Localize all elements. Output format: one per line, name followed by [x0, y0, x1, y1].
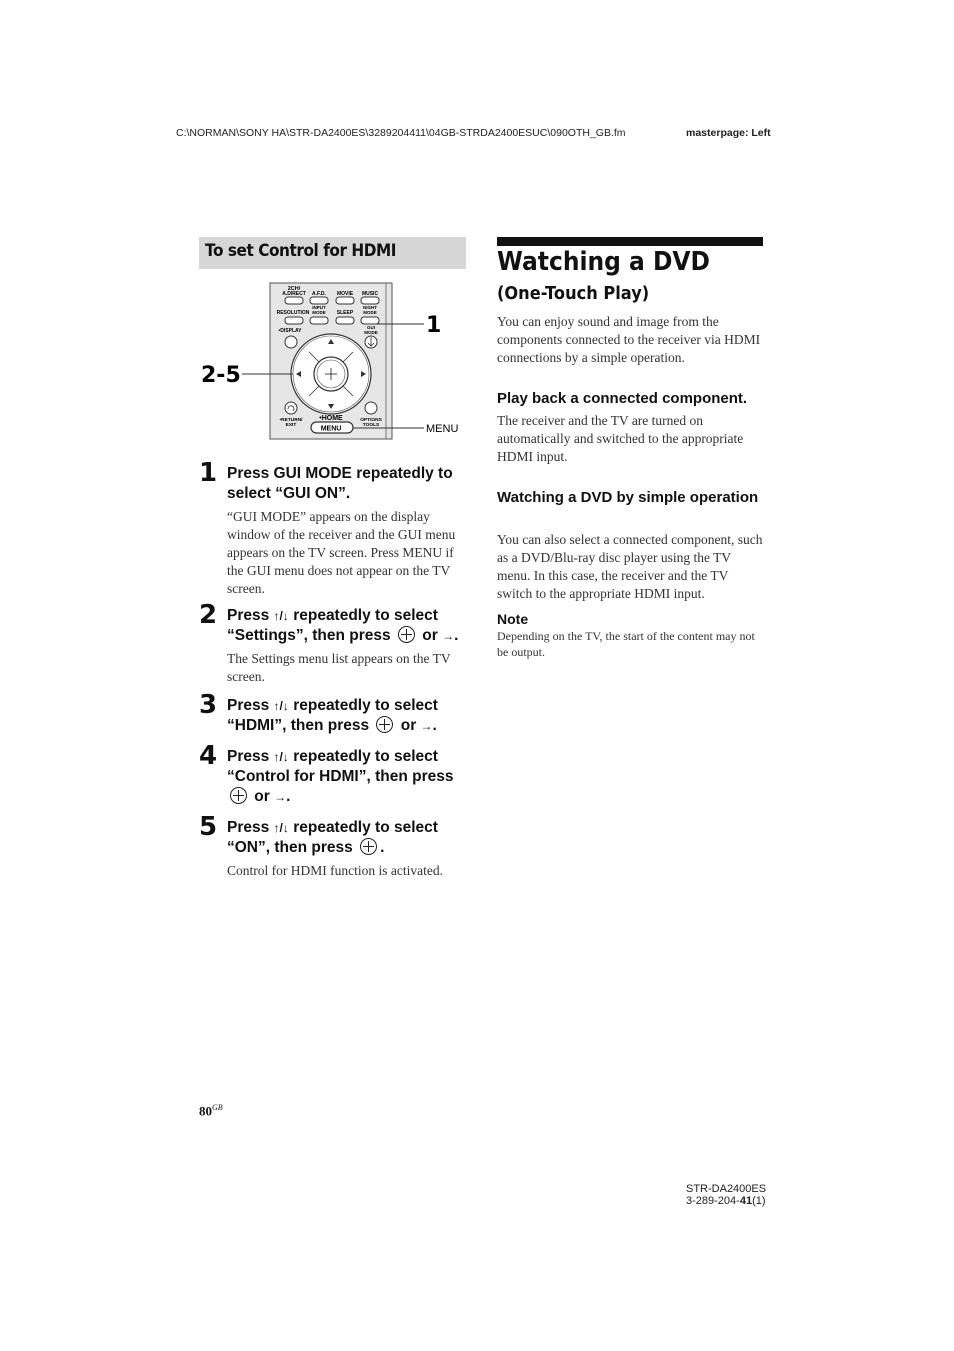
btn-label-input1: INPUT	[312, 305, 326, 310]
section-title-box	[199, 237, 466, 269]
step-5	[199, 812, 469, 880]
btn-label-night2: MODE	[363, 310, 377, 315]
btn-afd	[310, 297, 328, 304]
step-description: Control for HDMI function is activated.	[227, 863, 443, 878]
callout-menu: MENU	[426, 423, 459, 435]
step-number: 4	[199, 741, 218, 771]
up-down-arrows-icon: ↑/↓	[273, 821, 289, 835]
header-file-path: C:\NORMAN\SONY HA\STR-DA2400ES\3289204411\04GB-STRDA2400ESUC\090OTH_GB.fm	[176, 127, 626, 139]
btn-label-options1: OPTIONS	[360, 418, 382, 423]
up-down-arrows-icon: ↑/↓	[273, 609, 289, 623]
page-number: $80^{GB}$	[199, 1103, 223, 1119]
note-text: Depending on the TV, the start of the content may not be output.	[497, 629, 755, 659]
up-down-arrows-icon: ↑/↓	[273, 750, 289, 764]
btn-label-music: MUSIC	[361, 291, 379, 297]
right-arrow-icon: →	[442, 629, 455, 643]
btn-display	[285, 336, 297, 348]
enter-button-icon	[376, 716, 393, 733]
btn-label-display: •DISPLAY	[278, 328, 302, 334]
note-heading: Note	[497, 611, 529, 627]
page-subtitle: (One-Touch Play)	[497, 283, 650, 304]
model-info	[686, 1183, 766, 1207]
btn-label-movie: MOVIE	[336, 291, 354, 297]
up-down-arrows-icon: ↑/↓	[273, 699, 289, 713]
step-description: “GUI MODE” appears on the display window of the receiver and the GUI menu appears on the TV screen. Press MENU if the GUI menu does not appear on the TV screen.	[227, 509, 456, 596]
model-code: 3-289-204-41(1)	[686, 1195, 766, 1207]
callout-1: 1	[426, 313, 442, 338]
step-number: 5	[199, 812, 218, 842]
step-3	[199, 690, 469, 736]
btn-label-return1: •RETURN/	[279, 418, 303, 423]
btn-label-options2: TOOLS	[362, 423, 380, 428]
btn-label-2ch: 2CH/	[287, 286, 301, 292]
step-instruction: Press ↑/↓ repeatedly to select “Settings”, then press or →.	[227, 607, 459, 644]
btn-resolution	[285, 317, 303, 324]
step-instruction: Press ↑/↓ repeatedly to select “ON”, then press .	[227, 819, 438, 856]
section-title: To set Control for HDMI	[205, 241, 397, 261]
step-number: 1	[199, 458, 218, 488]
btn-adirect	[285, 297, 303, 304]
intro-text: You can enjoy sound and image from the components connected to the receiver via HDMI connections by a simple operation.	[497, 314, 761, 365]
btn-night-mode	[361, 317, 379, 324]
btn-options	[365, 402, 377, 414]
step-description: The Settings menu list appears on the TV screen.	[227, 651, 451, 684]
step-number: 2	[199, 600, 218, 630]
btn-label-resolution: RESOLUTION	[276, 310, 310, 316]
btn-input-mode	[310, 317, 328, 324]
step-instruction: Press GUI MODE repeatedly to select “GUI ON”.	[227, 465, 453, 502]
subheading-watching-dvd: Watching a DVD by simple operation	[497, 489, 759, 506]
btn-label-menu: MENU	[320, 425, 342, 433]
btn-label-gui1: GUI	[366, 325, 376, 330]
header-masterpage: masterpage: Left	[686, 127, 771, 139]
enter-button-icon	[398, 626, 415, 643]
model-number: STR-DA2400ES	[686, 1183, 767, 1195]
enter-button-icon	[360, 838, 377, 855]
btn-music	[361, 297, 379, 304]
btn-label-sleep: SLEEP	[336, 310, 354, 316]
btn-label-home: •HOME	[319, 415, 343, 422]
step-4	[199, 741, 469, 807]
subheading-play-back: Play back a connected component.	[497, 390, 748, 407]
btn-label-afd: A.F.D.	[312, 291, 326, 297]
right-arrow-icon: →	[420, 719, 433, 733]
step-1	[199, 458, 469, 598]
btn-sleep	[336, 317, 354, 324]
btn-label-return2: EXIT	[285, 423, 297, 428]
enter-button-icon	[230, 787, 247, 804]
btn-label-input2: MODE	[312, 310, 326, 315]
btn-label-adirect: A.DIRECT	[282, 291, 306, 297]
btn-movie	[336, 297, 354, 304]
btn-return	[285, 402, 297, 414]
watching-dvd-text: You can also select a connected component, such as a DVD/Blu-ray disc player using the TV menu. In this case, the receiver and the TV switch to the appropriate HDMI input.	[497, 532, 763, 601]
play-back-text: The receiver and the TV are turned on automatically and switched to the appropriate HDMI input.	[497, 413, 744, 464]
right-arrow-icon: →	[274, 790, 287, 804]
btn-label-night1: NIGHT	[363, 305, 377, 310]
title-bar	[497, 237, 763, 246]
step-instruction: Press ↑/↓ repeatedly to select “HDMI”, then press or →.	[227, 697, 438, 734]
step-2	[199, 600, 469, 686]
page-title: Watching a DVD	[497, 247, 710, 277]
btn-label-gui2: MODE	[364, 330, 378, 335]
callout-2-5: 2-5	[201, 363, 241, 388]
remote-control-figure	[199, 282, 469, 442]
step-instruction: Press ↑/↓ repeatedly to select “Control for HDMI”, then press or →.	[227, 748, 454, 805]
step-number: 3	[199, 690, 218, 720]
